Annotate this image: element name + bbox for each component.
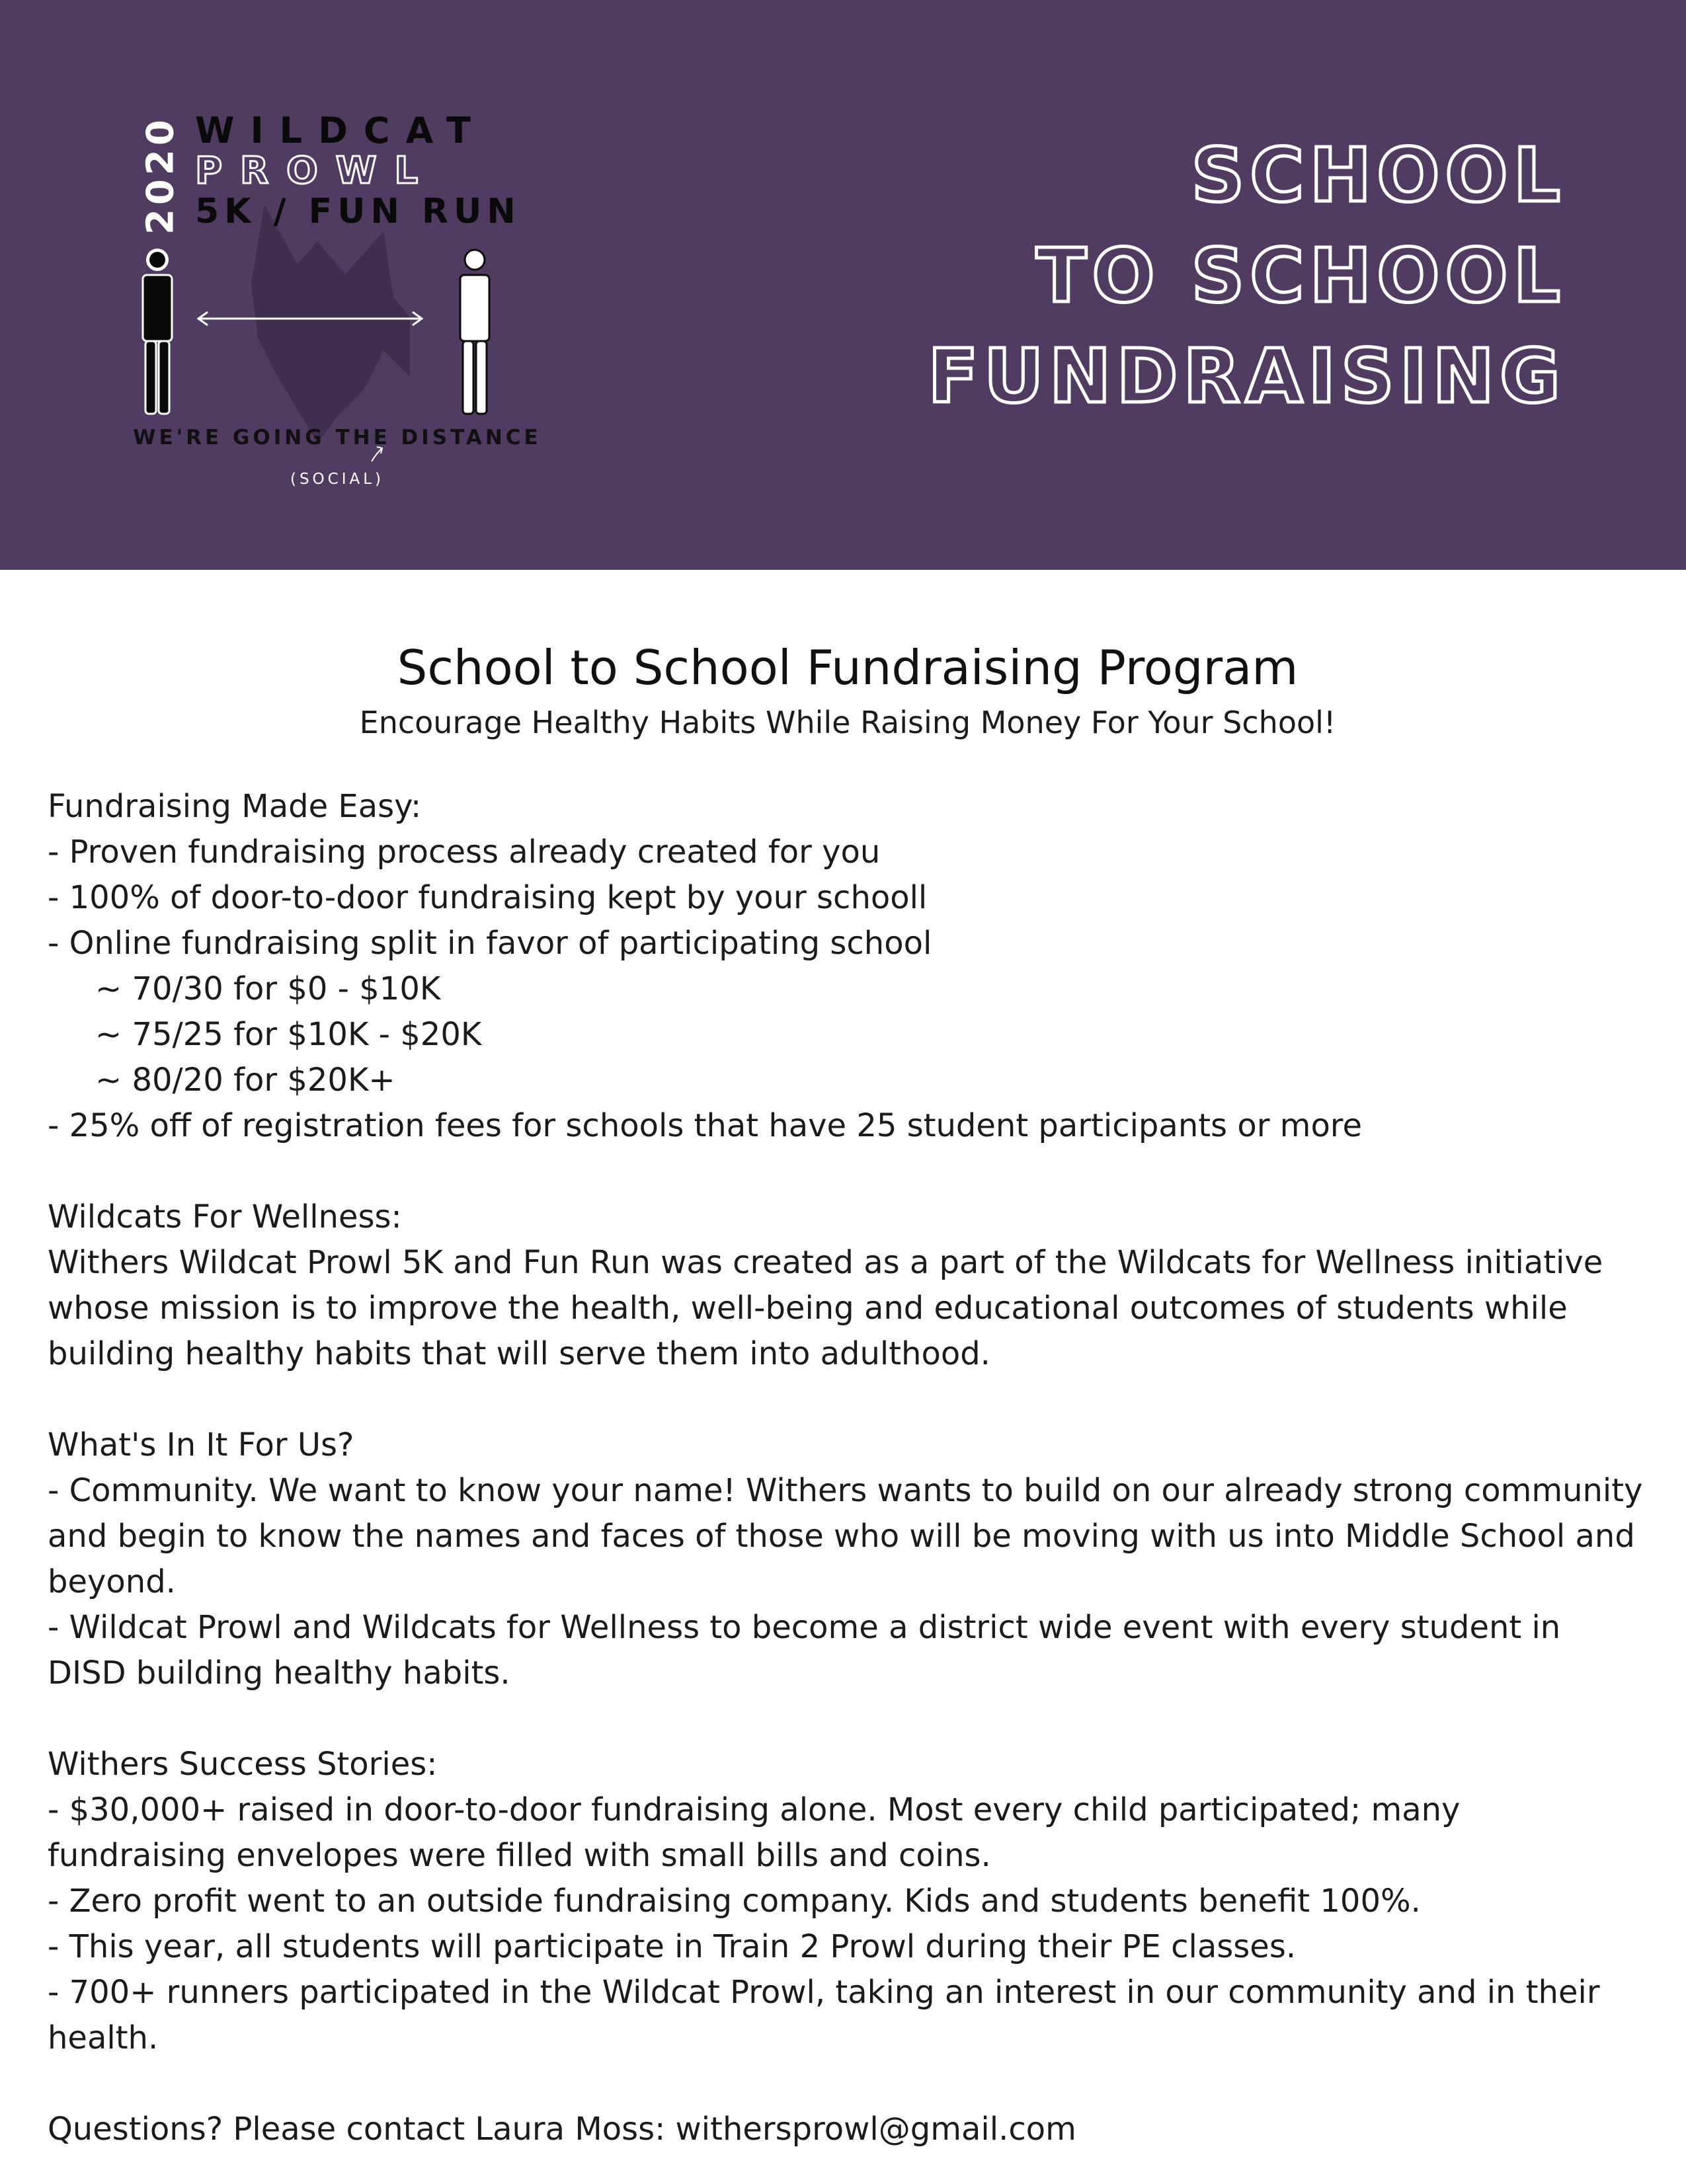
banner-title: [904, 126, 1566, 427]
section-wildcats-for-wellness: [48, 1194, 1648, 1377]
list-item: - Wildcat Prowl and Wildcats for Wellness to become a district wide event with every student in DISD building healthy habits.: [48, 1609, 1561, 1692]
section-heading: Fundraising Made Easy:: [48, 788, 422, 825]
person-black-icon: [143, 249, 172, 414]
split-tier: ~ 80/20 for $20K+: [95, 1062, 395, 1099]
list-item: - Community. We want to know your name! Withers wants to build on our already strong community and begin to know the names and faces of those who will be moving with us into Middle School and beyond.: [48, 1472, 1643, 1600]
list-item: - Online fundraising split in favor of participating school: [48, 925, 932, 962]
wildcat-silhouette: [251, 205, 410, 443]
banner-title-line: FUNDRAISING: [928, 334, 1566, 420]
page-title: School to School Fundraising Program: [397, 640, 1299, 695]
annotation-arrow-icon: [372, 448, 382, 461]
section-heading: Wildcats For Wellness:: [48, 1198, 402, 1235]
list-item: - Zero profit went to an outside fundraising company. Kids and students benefit 100%.: [48, 1883, 1421, 1920]
document-body: [48, 635, 1648, 2184]
section-heading: What's In It For Us?: [48, 1426, 354, 1463]
contact-line: Questions? Please contact Laura Moss: withersprowl@gmail.com: [48, 2111, 1076, 2148]
logo-prowl-text: PROWL: [195, 149, 436, 192]
section-whats-in-it-for-us: [48, 1423, 1648, 1696]
section-heading: Withers Success Stories:: [48, 1746, 438, 1783]
banner-title-line: TO SCHOOL: [1036, 233, 1566, 319]
logo-tagline: WE'RE GOING THE DISTANCE: [133, 426, 542, 449]
list-item: - 25% off of registration fees for schools that have 25 student participants or more: [48, 1107, 1363, 1144]
list-item: - Proven fundraising process already created for you: [48, 834, 881, 871]
section-paragraph: Withers Wildcat Prowl 5K and Fun Run was created as a part of the Wildcats for Wellness initiative whose mission is to improve the health, well-being and educational outcomes of students while building healthy habits that will serve them into adulthood.: [48, 1244, 1603, 1372]
split-tier: ~ 70/30 for $0 - $10K: [95, 970, 441, 1007]
banner-title-line: SCHOOL: [1191, 133, 1566, 219]
logo-event-text: 5K / FUN RUN: [195, 192, 521, 231]
page-subtitle: Encourage Healthy Habits While Raising Money For Your School!: [359, 705, 1336, 740]
list-item: - This year, all students will participate in Train 2 Prowl during their PE classes.: [48, 1928, 1297, 1965]
wildcat-prowl-logo: [99, 99, 549, 509]
split-tier: ~ 75/25 for $10K - $20K: [95, 1016, 482, 1053]
logo-year: 2020: [139, 116, 182, 235]
header-banner: [0, 0, 1686, 570]
list-item: - 700+ runners participated in the Wildcat Prowl, taking an interest in our community and in their health.: [48, 1974, 1600, 2056]
person-white-icon: [460, 250, 489, 414]
logo-annotation: (SOCIAL): [290, 471, 385, 488]
list-item: - $30,000+ raised in door-to-door fundraising alone. Most every child participated; many fundraising envelopes were filled with small bills and coins.: [48, 1791, 1461, 1874]
section-fundraising-made-easy: [48, 784, 1648, 1149]
section-success-stories: [48, 1742, 1648, 2061]
list-item: - 100% of door-to-door fundraising kept by your schooll: [48, 879, 928, 916]
logo-wildcat-text: WILDCAT: [195, 110, 487, 151]
